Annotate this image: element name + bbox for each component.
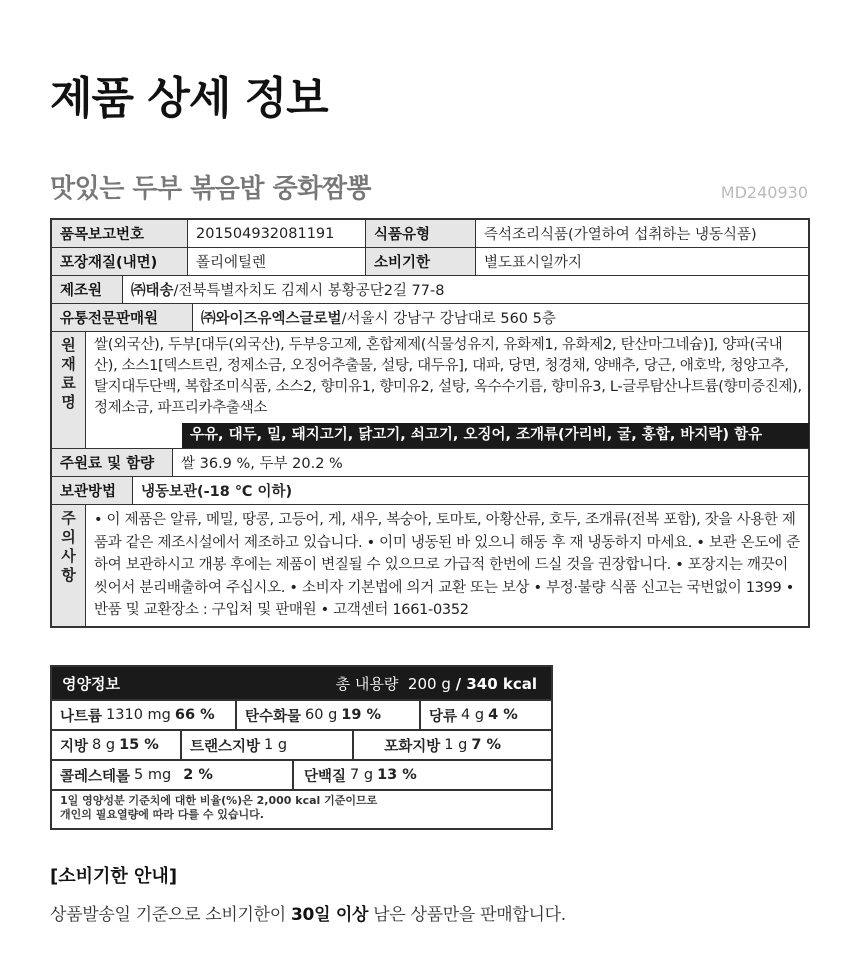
- nutrient-amount: 1 g: [264, 737, 288, 753]
- report-no-label: 품목보고번호: [52, 220, 187, 247]
- shelf-text-before: 상품발송일 기준으로 소비기한이: [50, 905, 292, 925]
- shelf-life-text: [50, 900, 566, 925]
- shelf-text-after: 남은 상품만을 판매합니다.: [368, 905, 566, 925]
- product-code: MD240930: [720, 183, 808, 202]
- nutrient-amount: 7 g: [350, 767, 374, 783]
- packaging-label: 포장재질(내면): [52, 248, 187, 275]
- info-row-packaging: [52, 247, 808, 275]
- nutrient-amount: 8 g: [92, 737, 116, 753]
- notes-label: [52, 505, 86, 626]
- nutrient-name: 포화지방: [384, 738, 441, 755]
- nutrient-name: 지방: [60, 738, 89, 755]
- nutrient-cell: [52, 731, 180, 759]
- nutrient-cell: [52, 761, 292, 789]
- nutrient-percent: 4 %: [488, 707, 518, 723]
- maker-label: 제조원: [52, 276, 122, 303]
- nutrition-row: [52, 759, 551, 789]
- main-ingredients-label: 주원료 및 함량: [52, 449, 172, 476]
- ingredients-text: 쌀(외국산), 두부[대두(외국산), 두부응고제, 혼합제제(식물성유지, 유화제1, 유화제2, 탄산마그네슘)], 양파(국내산), 소스1[덱스트린, 정제소금, 오징어추출물, 설탕, 대두유], 대파, 당면, 청경채, 양배추, 당근, 애호박, 청양고추, 탈지대두단백, 복합조미식품, 소스2, 향미유1, 향미유2, 설탕, 옥수수기름, 향미유3, L-글루탐산나트륨(향미증진제), 정제소금, 파프리카추출색소: [94, 337, 802, 416]
- nutrition-row: [52, 729, 551, 759]
- maker-name: ㈜태송: [131, 283, 174, 299]
- food-type-value: 즉석조리식품(가열하여 섭취하는 냉동식품): [475, 220, 808, 247]
- ingredients-label-char: 명: [61, 393, 76, 411]
- nutrient-amount: 5 mg: [134, 767, 172, 783]
- nutrient-cell: [180, 731, 352, 759]
- nutrition-total: [336, 673, 537, 694]
- food-type-label: 식품유형: [365, 220, 475, 247]
- ingredients-label-char: 원: [61, 336, 76, 354]
- storage-value: 냉동보관(-18 ℃ 이하): [132, 477, 808, 504]
- nutrient-amount: 60 g: [305, 707, 338, 723]
- nutrient-name: 콜레스테롤: [60, 768, 131, 785]
- total-kcal: / 340 kcal: [455, 674, 537, 693]
- info-row-main-ingredients: [52, 448, 808, 476]
- notes-label-char: 항: [61, 566, 76, 584]
- nutrient-name: 단백질: [304, 768, 347, 785]
- nutrition-row: [52, 699, 551, 729]
- nutrient-percent: 7 %: [471, 737, 501, 753]
- nutrition-footnote: [52, 789, 551, 828]
- nutrient-cell: [292, 761, 551, 789]
- nutrient-percent: 66 %: [174, 707, 215, 723]
- product-info-table: [50, 218, 810, 628]
- main-ingredients-value: 쌀 36.9 %, 두부 20.2 %: [172, 449, 808, 476]
- seller-value: [192, 304, 808, 331]
- info-row-seller: [52, 303, 808, 331]
- expiry-label: 소비기한: [365, 248, 475, 275]
- total-amount: 200 g: [407, 674, 451, 693]
- nutrient-percent: 15 %: [119, 737, 159, 753]
- footnote-line: 1일 영양성분 기준치에 대한 비율(%)은 2,000 kcal 기준이므로: [60, 794, 378, 807]
- report-no-value: 201504932081191: [187, 220, 365, 247]
- nutrient-percent: 13 %: [377, 767, 417, 783]
- nutrient-cell: [52, 701, 235, 729]
- info-row-notes: [52, 504, 808, 626]
- info-row-ingredients: [52, 331, 808, 448]
- notes-label-char: 사: [61, 547, 76, 565]
- footnote-line: 개인의 필요열량에 따라 다를 수 있습니다.: [60, 808, 264, 821]
- info-row-storage: [52, 476, 808, 504]
- nutrient-cell: [419, 701, 551, 729]
- seller-name: ㈜와이즈유엑스글로벌: [201, 311, 342, 327]
- ingredients-label-char: 재: [61, 355, 76, 373]
- maker-address: /전북특별자치도 김제시 봉황공단2길 77-8: [173, 283, 445, 299]
- nutrient-name: 당류: [429, 708, 458, 725]
- nutrient-percent: 19 %: [341, 707, 382, 723]
- nutrient-amount: 4 g: [461, 707, 485, 723]
- nutrition-title: 영양정보: [62, 674, 120, 693]
- maker-value: [122, 276, 808, 303]
- info-row-maker: [52, 275, 808, 303]
- shelf-text-bold: 30일 이상: [291, 905, 369, 925]
- nutrient-amount: 1310 mg: [106, 707, 171, 723]
- storage-label: 보관방법: [52, 477, 132, 504]
- shelf-life-title: [소비기한 안내]: [50, 866, 178, 887]
- nutrient-amount: 1 g: [444, 737, 468, 753]
- nutrient-cell: [352, 731, 551, 759]
- nutrient-percent: 2 %: [183, 767, 213, 783]
- notes-text: • 이 제품은 알류, 메밀, 땅콩, 고등어, 게, 새우, 복숭아, 토마토, 아황산류, 호두, 조개류(전복 포함), 잣을 사용한 제품과 같은 제조시설에서 제조하고 있습니다. • 이미 냉동된 바 있으니 해동 후 재 냉동하지 마세요. • 보관 온도에 준하여 보관하시고 개봉 후에는 제품이 변질될 수 있으므로 가급적 한번에 드실 것을 권장합니다. • 포장지는 깨끗이 씻어서 분리배출하여 주십시오. • 소비자 기본법에 의거 교환 또는 보상 • 부정·불량 식품 신고는 국번없이 1399 • 반품 및 교환장소 : 구입처 및 판매원 • 고객센터 1661-0352: [94, 512, 800, 618]
- product-name: 맛있는 두부 볶음밥 중화짬뽕: [50, 174, 372, 204]
- ingredients-label-char: 료: [61, 374, 76, 392]
- notes-label-char: 주: [61, 509, 76, 527]
- info-row-report: [52, 220, 808, 247]
- ingredients-body: [86, 332, 808, 448]
- nutrition-facts: [50, 665, 553, 830]
- nutrition-header: [52, 667, 551, 699]
- nutrient-name: 나트륨: [60, 708, 103, 725]
- total-label: 총 내용량: [335, 674, 399, 693]
- nutrient-cell: [235, 701, 419, 729]
- allergen-bar: 우유, 대두, 밀, 돼지고기, 닭고기, 쇠고기, 오징어, 조개류(가리비, 굴, 홍합, 바지락) 함유: [182, 423, 809, 448]
- ingredients-label: [52, 332, 86, 448]
- seller-address: /서울시 강남구 강남대로 560 5층: [341, 311, 556, 327]
- notes-label-char: 의: [61, 528, 76, 546]
- nutrient-name: 트랜스지방: [190, 738, 261, 755]
- seller-label: 유통전문판매원: [52, 304, 192, 331]
- packaging-value: 폴리에틸렌: [187, 248, 365, 275]
- page-title: 제품 상세 정보: [50, 73, 328, 124]
- expiry-value: 별도표시일까지: [475, 248, 808, 275]
- nutrient-name: 탄수화물: [245, 708, 302, 725]
